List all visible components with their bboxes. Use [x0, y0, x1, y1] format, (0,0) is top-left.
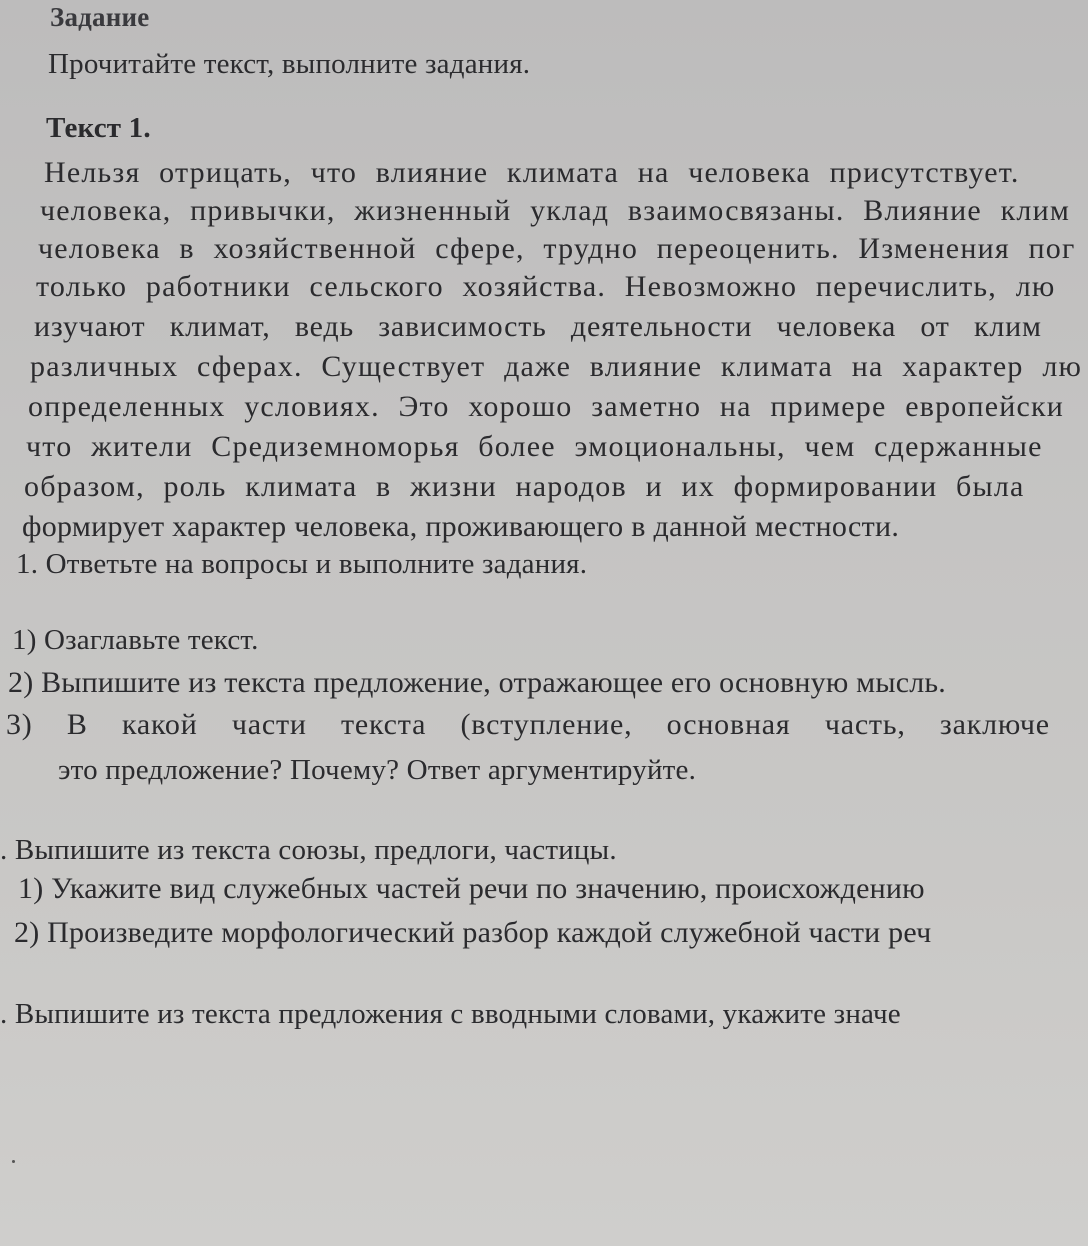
- task1-item-1: 1) Озаглавьте текст.: [12, 624, 259, 656]
- text-line-8: что жители Средиземноморья более эмоциональны, чем сдержанные: [26, 430, 1043, 463]
- task2-heading: . Выпишите из текста союзы, предлоги, частицы.: [0, 834, 617, 866]
- paper-speck: [12, 1160, 15, 1163]
- text-line-5: изучают климат, ведь зависимость деятельности человека от клим: [34, 310, 1042, 343]
- task1-item-3: 3) В какой части текста (вступление, основная часть, заключе: [6, 708, 1050, 741]
- task2-item-2: 2) Произведите морфологический разбор каждой служебной части реч: [14, 916, 932, 949]
- task1-item-3-continued: это предложение? Почему? Ответ аргументируйте.: [58, 754, 697, 786]
- text-line-6: различных сферах. Существует даже влияние климата на характер лю: [30, 350, 1083, 383]
- text-line-4: только работники сельского хозяйства. Невозможно перечислить, лю: [36, 270, 1056, 303]
- task3-heading: . Выпишите из текста предложения с вводными словами, укажите значе: [0, 998, 901, 1030]
- text-line-9: образом, роль климата в жизни народов и их формировании была: [24, 470, 1025, 503]
- task1-item-2: 2) Выпишите из текста предложение, отражающее его основную мысль.: [8, 666, 946, 699]
- task2-item-1: 1) Укажите вид служебных частей речи по значению, происхождению: [18, 872, 925, 905]
- text-line-2: человека, привычки, жизненный уклад взаимосвязаны. Влияние клим: [40, 194, 1071, 227]
- text-line-10: формирует характер человека, проживающего в данной местности.: [22, 510, 900, 543]
- text-line-3: человека в хозяйственной сфере, трудно переоценить. Изменения пог: [38, 232, 1076, 265]
- task1-heading: 1. Ответьте на вопросы и выполните задания.: [16, 548, 588, 580]
- text-line-1: Нельзя отрицать, что влияние климата на человека присутствует.: [44, 156, 1020, 189]
- task-instruction: Прочитайте текст, выполните задания.: [48, 48, 531, 80]
- task-header-title: Задание: [50, 2, 150, 32]
- text-line-7: определенных условиях. Это хорошо заметно на примере европейски: [28, 390, 1065, 423]
- text-title: Текст 1.: [46, 112, 151, 144]
